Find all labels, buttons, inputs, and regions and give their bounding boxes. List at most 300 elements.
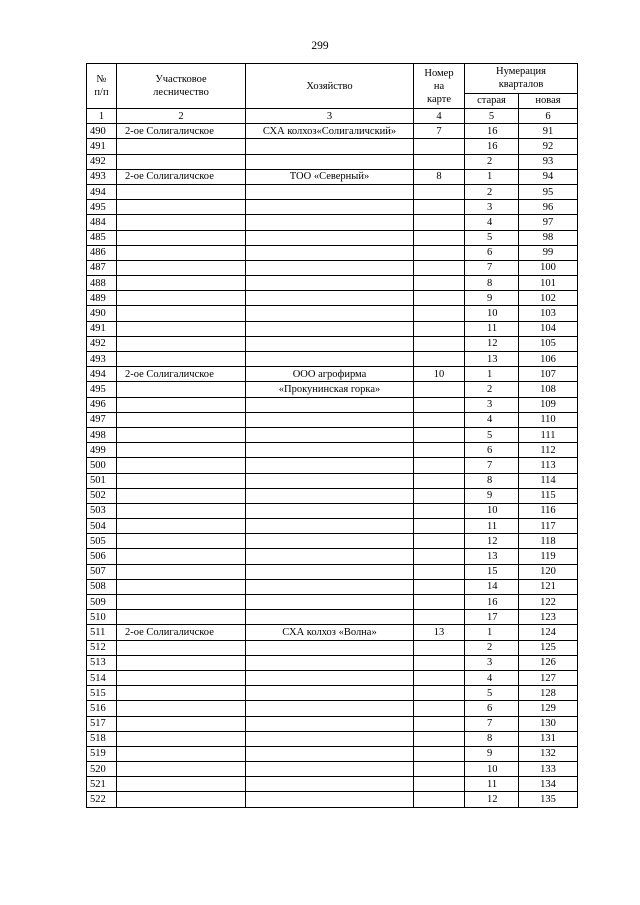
table-row [87,655,578,670]
cell-old-quarter: 9 [465,746,519,761]
cell-num: 487 [87,260,117,275]
header-map-line1: Номер [424,67,454,79]
cell-lesnichestvo [117,549,246,564]
cell-old-quarter: 6 [465,245,519,260]
cell-map-number [414,352,465,367]
cell-new-quarter: 119 [519,549,578,564]
cell-new-quarter: 101 [519,276,578,291]
table-row [87,276,578,291]
table-row [87,746,578,761]
cell-map-number: 7 [414,124,465,139]
cell-new-quarter: 93 [519,154,578,169]
cell-hozyaystvo [246,154,414,169]
table-row [87,716,578,731]
table-row [87,321,578,336]
cell-lesnichestvo [117,352,246,367]
cell-hozyaystvo [246,488,414,503]
cell-num: 491 [87,321,117,336]
cell-hozyaystvo [246,792,414,807]
cell-map-number [414,519,465,534]
cell-lesnichestvo [117,397,246,412]
cell-old-quarter: 4 [465,670,519,685]
cell-map-number [414,245,465,260]
cell-new-quarter: 91 [519,124,578,139]
cell-old-quarter: 4 [465,412,519,427]
table-row [87,473,578,488]
cell-num: 521 [87,777,117,792]
cell-lesnichestvo [117,200,246,215]
table-row [87,762,578,777]
cell-new-quarter: 132 [519,746,578,761]
cell-hozyaystvo [246,215,414,230]
cell-num: 490 [87,124,117,139]
cell-hozyaystvo [246,777,414,792]
cell-num: 492 [87,154,117,169]
cell-map-number [414,276,465,291]
header-old: старая [465,93,519,108]
cell-new-quarter: 131 [519,731,578,746]
header-numeracia-line1: Нумерация [496,66,546,78]
cell-hozyaystvo [246,276,414,291]
cell-hozyaystvo [246,321,414,336]
cell-lesnichestvo [117,731,246,746]
cell-old-quarter: 6 [465,701,519,716]
cell-num: 519 [87,746,117,761]
cell-num: 510 [87,610,117,625]
cell-new-quarter: 110 [519,412,578,427]
cell-new-quarter: 118 [519,534,578,549]
cell-new-quarter: 129 [519,701,578,716]
cell-old-quarter: 10 [465,306,519,321]
cell-lesnichestvo: 2-ое Солигаличское [117,625,246,640]
cell-lesnichestvo: 2-ое Солигаличское [117,169,246,184]
table-row [87,488,578,503]
table-row [87,352,578,367]
cell-lesnichestvo [117,488,246,503]
header-num-line1: № [96,74,107,85]
cell-old-quarter: 1 [465,367,519,382]
cell-old-quarter: 17 [465,610,519,625]
cell-map-number [414,200,465,215]
cell-hozyaystvo [246,184,414,199]
cell-lesnichestvo [117,443,246,458]
cell-lesnichestvo [117,336,246,351]
cell-map-number [414,306,465,321]
index-cell: 5 [465,109,519,124]
header-hozyaystvo [246,64,414,109]
cell-num: 499 [87,443,117,458]
cell-new-quarter: 120 [519,564,578,579]
cell-hozyaystvo [246,352,414,367]
cell-old-quarter: 1 [465,169,519,184]
cell-hozyaystvo [246,503,414,518]
cell-num: 498 [87,427,117,442]
cell-map-number [414,427,465,442]
table-row [87,397,578,412]
cell-num: 496 [87,397,117,412]
cell-map-number [414,336,465,351]
cell-old-quarter: 7 [465,458,519,473]
cell-lesnichestvo [117,640,246,655]
cell-new-quarter: 107 [519,367,578,382]
table-row [87,184,578,199]
cell-lesnichestvo [117,655,246,670]
cell-old-quarter: 4 [465,215,519,230]
cell-new-quarter: 130 [519,716,578,731]
table-row [87,670,578,685]
cell-new-quarter: 122 [519,595,578,610]
table-row [87,777,578,792]
table-body [87,124,578,807]
cell-old-quarter: 12 [465,534,519,549]
cell-num: 513 [87,655,117,670]
cell-new-quarter: 117 [519,519,578,534]
table-row [87,519,578,534]
cell-hozyaystvo [246,564,414,579]
cell-hozyaystvo [246,306,414,321]
cell-map-number [414,640,465,655]
cell-lesnichestvo [117,670,246,685]
cell-hozyaystvo [246,519,414,534]
cell-num: 509 [87,595,117,610]
cell-old-quarter: 2 [465,640,519,655]
table-row [87,534,578,549]
index-cell: 4 [414,109,465,124]
cell-old-quarter: 2 [465,382,519,397]
cell-new-quarter: 124 [519,625,578,640]
cell-old-quarter: 1 [465,625,519,640]
cell-new-quarter: 125 [519,640,578,655]
cell-lesnichestvo [117,412,246,427]
index-cell: 3 [246,109,414,124]
cell-map-number [414,458,465,473]
cell-hozyaystvo: ООО агрофирма [246,367,414,382]
cell-old-quarter: 11 [465,519,519,534]
cell-map-number [414,731,465,746]
cell-hozyaystvo [246,762,414,777]
cell-old-quarter: 16 [465,139,519,154]
cell-num: 491 [87,139,117,154]
cell-map-number [414,655,465,670]
cell-lesnichestvo [117,276,246,291]
cell-new-quarter: 95 [519,184,578,199]
index-cell: 1 [87,109,117,124]
cell-num: 488 [87,276,117,291]
cell-lesnichestvo [117,746,246,761]
table-row [87,503,578,518]
cell-map-number [414,564,465,579]
cell-old-quarter: 12 [465,336,519,351]
cell-new-quarter: 133 [519,762,578,777]
header-numeracia-line2: кварталов [498,79,544,91]
cell-old-quarter: 2 [465,184,519,199]
header-map-number [414,64,465,109]
cell-hozyaystvo [246,230,414,245]
cell-new-quarter: 111 [519,427,578,442]
cell-hozyaystvo [246,200,414,215]
cell-hozyaystvo [246,412,414,427]
cell-old-quarter: 6 [465,443,519,458]
cell-map-number [414,184,465,199]
cell-lesnichestvo [117,321,246,336]
cell-num: 506 [87,549,117,564]
cell-old-quarter: 5 [465,427,519,442]
cell-old-quarter: 16 [465,124,519,139]
cell-num: 495 [87,200,117,215]
cell-hozyaystvo [246,427,414,442]
cell-map-number [414,139,465,154]
cell-hozyaystvo [246,139,414,154]
cell-new-quarter: 106 [519,352,578,367]
cell-lesnichestvo: 2-ое Солигаличское [117,367,246,382]
table-row [87,367,578,382]
cell-new-quarter: 134 [519,777,578,792]
table-row [87,427,578,442]
table-row [87,139,578,154]
index-cell: 2 [117,109,246,124]
cell-num: 512 [87,640,117,655]
cell-num: 511 [87,625,117,640]
table-row [87,245,578,260]
cell-new-quarter: 135 [519,792,578,807]
cell-lesnichestvo [117,701,246,716]
cell-num: 508 [87,579,117,594]
cell-hozyaystvo [246,579,414,594]
cell-num: 516 [87,701,117,716]
cell-hozyaystvo [246,549,414,564]
cell-lesnichestvo [117,260,246,275]
cell-lesnichestvo [117,503,246,518]
table-row [87,291,578,306]
cell-new-quarter: 127 [519,670,578,685]
table-row [87,579,578,594]
cell-hozyaystvo [246,746,414,761]
cell-new-quarter: 126 [519,655,578,670]
cell-map-number [414,154,465,169]
cell-num: 490 [87,306,117,321]
cell-lesnichestvo [117,473,246,488]
cell-new-quarter: 103 [519,306,578,321]
header-numeracia [465,64,578,94]
cell-num: 502 [87,488,117,503]
cell-old-quarter: 5 [465,686,519,701]
cell-map-number [414,595,465,610]
cell-hozyaystvo [246,336,414,351]
cell-map-number [414,215,465,230]
cell-hozyaystvo [246,397,414,412]
cell-map-number [414,473,465,488]
cell-lesnichestvo [117,686,246,701]
cell-map-number [414,670,465,685]
cell-map-number [414,686,465,701]
table-row [87,549,578,564]
cell-map-number [414,746,465,761]
header-lesnichestvo-line2: лесничество [153,87,209,98]
cell-num: 501 [87,473,117,488]
table-row [87,154,578,169]
cell-num: 505 [87,534,117,549]
cell-hozyaystvo: ТОО «Северный» [246,169,414,184]
cell-lesnichestvo [117,139,246,154]
cell-lesnichestvo [117,458,246,473]
cell-num: 500 [87,458,117,473]
cell-lesnichestvo [117,534,246,549]
cell-map-number [414,579,465,594]
cell-new-quarter: 104 [519,321,578,336]
header-hozyaystvo-text: Хозяйство [306,80,353,92]
table-row [87,792,578,807]
cell-hozyaystvo [246,670,414,685]
cell-old-quarter: 2 [465,154,519,169]
table-row [87,686,578,701]
quarters-table [86,63,578,808]
cell-hozyaystvo [246,655,414,670]
cell-hozyaystvo [246,731,414,746]
cell-num: 515 [87,686,117,701]
cell-num: 489 [87,291,117,306]
table-row [87,306,578,321]
table-row [87,230,578,245]
cell-old-quarter: 10 [465,762,519,777]
cell-old-quarter: 8 [465,473,519,488]
cell-num: 503 [87,503,117,518]
cell-hozyaystvo [246,701,414,716]
cell-new-quarter: 102 [519,291,578,306]
table-row [87,564,578,579]
cell-old-quarter: 5 [465,230,519,245]
header-num-line2: п/п [94,87,109,98]
cell-num: 495 [87,382,117,397]
cell-map-number [414,792,465,807]
cell-map-number [414,534,465,549]
table-row [87,200,578,215]
cell-hozyaystvo [246,260,414,275]
cell-num: 486 [87,245,117,260]
cell-hozyaystvo [246,473,414,488]
cell-lesnichestvo [117,154,246,169]
cell-hozyaystvo [246,534,414,549]
cell-new-quarter: 121 [519,579,578,594]
cell-old-quarter: 3 [465,200,519,215]
cell-hozyaystvo [246,610,414,625]
cell-hozyaystvo: СХА колхоз «Волна» [246,625,414,640]
cell-lesnichestvo [117,245,246,260]
header-lesnichestvo-line1: Участковое [155,74,207,85]
cell-num: 507 [87,564,117,579]
cell-num: 520 [87,762,117,777]
cell-old-quarter: 7 [465,260,519,275]
cell-hozyaystvo [246,291,414,306]
cell-new-quarter: 97 [519,215,578,230]
table-row [87,336,578,351]
header-lesnichestvo [117,64,246,109]
cell-num: 494 [87,367,117,382]
cell-map-number [414,488,465,503]
cell-old-quarter: 3 [465,655,519,670]
cell-hozyaystvo: СХА колхоз«Солигаличский» [246,124,414,139]
header-num [87,64,117,109]
cell-old-quarter: 8 [465,731,519,746]
cell-num: 497 [87,412,117,427]
cell-new-quarter: 100 [519,260,578,275]
cell-hozyaystvo [246,245,414,260]
table-row [87,443,578,458]
cell-old-quarter: 14 [465,579,519,594]
cell-lesnichestvo [117,306,246,321]
table-row [87,412,578,427]
cell-new-quarter: 114 [519,473,578,488]
cell-num: 484 [87,215,117,230]
cell-hozyaystvo [246,443,414,458]
cell-map-number: 13 [414,625,465,640]
table-row [87,701,578,716]
cell-lesnichestvo [117,291,246,306]
cell-num: 518 [87,731,117,746]
cell-lesnichestvo [117,595,246,610]
cell-lesnichestvo [117,716,246,731]
cell-map-number [414,397,465,412]
cell-new-quarter: 113 [519,458,578,473]
cell-num: 485 [87,230,117,245]
table-row [87,625,578,640]
cell-new-quarter: 98 [519,230,578,245]
index-cell: 6 [519,109,578,124]
table-row [87,610,578,625]
cell-new-quarter: 115 [519,488,578,503]
cell-new-quarter: 116 [519,503,578,518]
table-row [87,215,578,230]
cell-num: 493 [87,169,117,184]
cell-old-quarter: 9 [465,488,519,503]
cell-lesnichestvo [117,382,246,397]
cell-map-number [414,443,465,458]
cell-new-quarter: 108 [519,382,578,397]
cell-map-number: 10 [414,367,465,382]
table-row [87,595,578,610]
cell-map-number [414,260,465,275]
header-new: новая [519,93,578,108]
cell-num: 493 [87,352,117,367]
table-row [87,260,578,275]
cell-new-quarter: 99 [519,245,578,260]
cell-lesnichestvo [117,230,246,245]
cell-num: 517 [87,716,117,731]
cell-num: 522 [87,792,117,807]
cell-new-quarter: 109 [519,397,578,412]
table-row [87,640,578,655]
cell-old-quarter: 8 [465,276,519,291]
cell-num: 494 [87,184,117,199]
cell-map-number [414,230,465,245]
cell-map-number [414,321,465,336]
cell-map-number [414,762,465,777]
cell-hozyaystvo [246,640,414,655]
cell-old-quarter: 13 [465,352,519,367]
cell-map-number [414,549,465,564]
cell-hozyaystvo [246,458,414,473]
cell-new-quarter: 105 [519,336,578,351]
cell-lesnichestvo [117,792,246,807]
cell-lesnichestvo: 2-ое Солигаличское [117,124,246,139]
cell-map-number [414,412,465,427]
cell-num: 514 [87,670,117,685]
table-row [87,124,578,139]
table-row [87,169,578,184]
cell-hozyaystvo [246,595,414,610]
cell-lesnichestvo [117,519,246,534]
cell-map-number [414,382,465,397]
cell-old-quarter: 13 [465,549,519,564]
